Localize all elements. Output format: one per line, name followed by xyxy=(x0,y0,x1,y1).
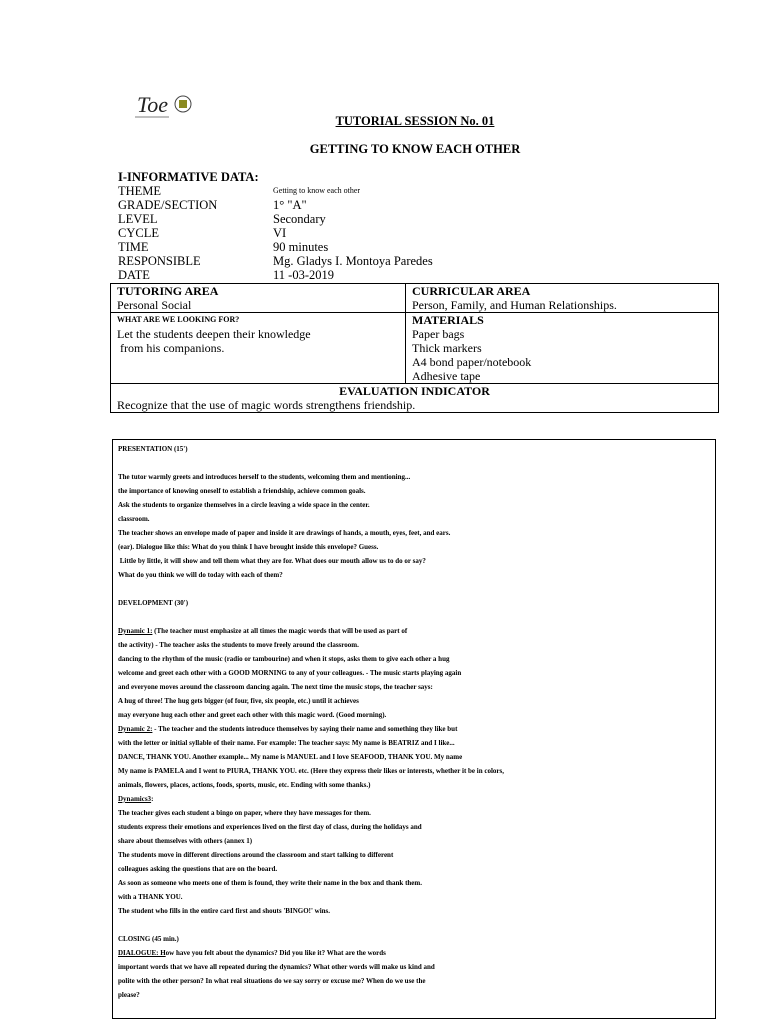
dynamic-3-line: with a THANK YOU. xyxy=(118,893,183,901)
curricular-area-cell xyxy=(406,284,719,313)
looking-for-label: WHAT ARE WE LOOKING FOR? xyxy=(117,315,240,324)
dynamic-2-text: - The teacher and the students introduce themselves by saying their name and something they like but xyxy=(152,725,458,733)
evaluation-label: EVALUATION INDICATOR xyxy=(339,384,490,398)
session-body xyxy=(118,442,730,1002)
material-item: Adhesive tape xyxy=(412,369,481,383)
dynamic-3-line: The student who fills in the entire card first and shouts 'BINGO!' wins. xyxy=(118,907,331,915)
info-label: CYCLE xyxy=(118,226,159,240)
document-title: TUTORIAL SESSION No. 01 xyxy=(335,114,495,128)
dynamic-3-line: colleagues asking the questions that are on the board. xyxy=(118,865,278,873)
dynamic-3-colon: : xyxy=(151,795,154,803)
dynamic-1-line: A hug of three! The hug gets bigger (of four, five, six people, etc.) until it achieves xyxy=(118,697,359,705)
info-value: VI xyxy=(273,226,287,240)
dialogue-line: please? xyxy=(118,991,140,999)
tutoring-area-cell xyxy=(111,284,406,313)
dynamic-2-line: My name is PAMELA and I went to PIURA, THANK YOU. etc. (Here they express their likes or interests, whether it be in colors, xyxy=(118,767,505,775)
material-item: Thick markers xyxy=(412,341,482,355)
development-heading: DEVELOPMENT (30') xyxy=(118,599,189,607)
evaluation-cell xyxy=(111,384,719,413)
dynamic-1-line: dancing to the rhythm of the music (radio or tambourine) and when it stops, asks them to give each other a hug xyxy=(118,655,450,663)
dynamic-3-line: As soon as someone who meets one of them is found, they write their name in the box and thank them. xyxy=(118,879,422,887)
dynamic-3-line: The students move in different directions around the classroom and start talking to different xyxy=(118,851,394,859)
info-label: DATE xyxy=(118,268,150,282)
dynamic-1-line: the activity) - The teacher asks the students to move freely around the classroom. xyxy=(118,641,359,649)
presentation-heading: PRESENTATION (15') xyxy=(118,445,188,453)
dynamic-3-line: share about themselves with others (annex 1) xyxy=(118,837,253,845)
info-value: Getting to know each other xyxy=(273,186,361,195)
presentation-line: the importance of knowing oneself to establish a friendship, achieve common goals. xyxy=(118,487,366,495)
dynamic-3-line: students express their emotions and experiences lived on the first day of class, during the holidays and xyxy=(118,823,422,831)
material-item: Paper bags xyxy=(412,327,465,341)
dynamic-1-text: (The teacher must emphasize at all times the magic words that will be used as part of xyxy=(152,627,408,635)
info-label: RESPONSIBLE xyxy=(118,254,201,268)
info-value: 1° "A" xyxy=(273,198,307,212)
session-info-table xyxy=(110,283,719,413)
info-value: 90 minutes xyxy=(273,240,329,254)
curricular-area-label: CURRICULAR AREA xyxy=(412,284,531,298)
dialogue-line: important words that we have all repeated during the dynamics? What other words will make us kind and xyxy=(118,963,435,971)
presentation-line: The tutor warmly greets and introduces herself to the students, welcoming them and mentioning... xyxy=(118,473,411,481)
presentation-line: The teacher shows an envelope made of paper and inside it are drawings of hands, a mouth, eyes, feet, and ears. xyxy=(118,529,451,537)
dialogue-line xyxy=(118,946,730,960)
dialogue-text: ow have you felt about the dynamics? Did you like it? What are the words xyxy=(165,949,386,957)
dynamic-2-line: DANCE, THANK YOU. Another example... My name is MANUEL and I love SEAFOOD, THANK YOU. My name xyxy=(118,753,463,761)
tutoring-area-label: TUTORING AREA xyxy=(117,284,219,298)
dynamic-2-label: Dynamic 2: xyxy=(118,725,153,733)
presentation-line: Little by little, it will show and tell them what they are for. What does our mouth allow us to do or say? xyxy=(118,557,426,565)
dynamic-3-line: The teacher gives each student a bingo on paper, where they have messages for them. xyxy=(118,809,371,817)
materials-cell xyxy=(406,313,719,384)
presentation-line: (ear). Dialogue like this: What do you think I have brought inside this envelope? Guess. xyxy=(118,543,379,551)
info-label: LEVEL xyxy=(118,212,158,226)
dynamic-1-line: may everyone hug each other and greet each other with this magic word. (Good morning). xyxy=(118,711,387,719)
presentation-line: classroom. xyxy=(118,515,150,523)
document-subtitle: GETTING TO KNOW EACH OTHER xyxy=(309,142,521,156)
info-value: Secondary xyxy=(273,212,326,226)
dynamic-1-line: and everyone moves around the classroom dancing again. The next time the music stops, the teacher says: xyxy=(118,683,433,691)
info-label: TIME xyxy=(118,240,149,254)
dialogue-label: DIALOGUE: H xyxy=(118,949,166,957)
tutoring-area-value: Personal Social xyxy=(117,298,192,312)
material-item: A4 bond paper/notebook xyxy=(412,355,532,369)
dynamic-2-line: with the letter or initial syllable of their name. For example: The teacher says: My name is BEATRIZ and I like... xyxy=(118,739,455,747)
info-label: THEME xyxy=(118,184,162,198)
dynamic-1-line xyxy=(118,624,730,638)
curricular-area-value: Person, Family, and Human Relationships. xyxy=(412,298,617,312)
logo-text: Toe xyxy=(137,92,168,117)
looking-for-line: Let the students deepen their knowledge xyxy=(117,327,311,341)
evaluation-value: Recognize that the use of magic words strengthens friendship. xyxy=(117,398,416,412)
looking-for-line: from his companions. xyxy=(117,341,225,355)
dynamic-2-line xyxy=(118,722,730,736)
presentation-line: What do you think we will do today with each of them? xyxy=(118,571,283,579)
presentation-line: Ask the students to organize themselves in a circle leaving a wide space in the center. xyxy=(118,501,370,509)
looking-for-cell xyxy=(111,313,406,384)
dynamic-3-label: Dynamics3 xyxy=(118,795,152,803)
info-value: 11 -03-2019 xyxy=(273,268,334,282)
dialogue-line: polite with the other person? In what real situations do we say sorry or excuse me? When do we use the xyxy=(118,977,426,985)
dynamic-1-label: Dynamic 1: xyxy=(118,627,153,635)
info-value: Mg. Gladys I. Montoya Paredes xyxy=(273,254,433,268)
dynamic-1-line: welcome and greet each other with a GOOD MORNING to any of your colleagues. - The music starts playing again xyxy=(118,669,462,677)
dynamic-2-line: animals, flowers, places, actions, foods, sports, music, etc. Ending with some thanks.) xyxy=(118,781,371,789)
dynamic-3-heading xyxy=(118,792,730,806)
info-label: GRADE/SECTION xyxy=(118,198,218,212)
materials-label: MATERIALS xyxy=(412,313,484,327)
informative-heading: I-INFORMATIVE DATA: xyxy=(118,170,259,184)
closing-heading: CLOSING (45 min.) xyxy=(118,935,179,943)
